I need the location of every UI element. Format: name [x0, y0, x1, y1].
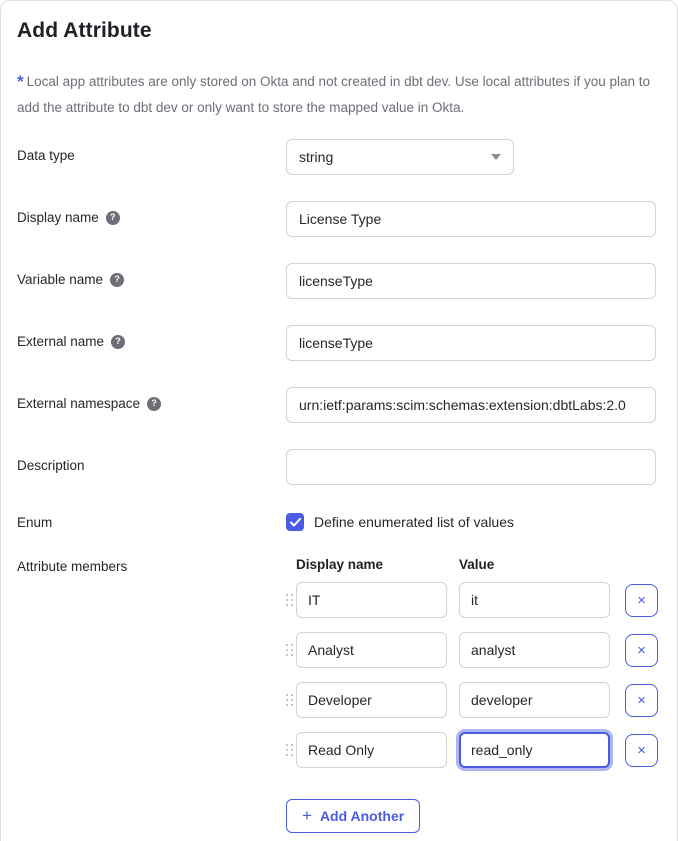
data-type-label-col	[17, 139, 286, 163]
enum-checkbox[interactable]	[286, 513, 304, 531]
add-attribute-form	[17, 139, 661, 833]
drag-handle-icon[interactable]	[286, 644, 296, 656]
remove-member-button[interactable]: ×	[625, 684, 658, 717]
external-namespace-label: External namespace	[17, 396, 141, 411]
member-row	[286, 682, 661, 718]
data-type-selected-value: string	[299, 149, 334, 165]
member-display-name-input[interactable]	[296, 632, 447, 668]
description-label-col	[17, 449, 286, 473]
display-name-row	[17, 201, 661, 237]
member-value-input-focused[interactable]	[459, 732, 610, 768]
member-row	[286, 632, 661, 668]
enum-checkbox-label: Define enumerated list of values	[314, 514, 514, 530]
asterisk-icon: *	[17, 72, 24, 91]
chevron-down-icon	[491, 154, 501, 160]
data-type-row	[17, 139, 661, 175]
data-type-label: Data type	[17, 148, 75, 163]
member-value-input[interactable]	[459, 682, 610, 718]
add-another-button[interactable]	[286, 799, 420, 833]
member-row	[286, 582, 661, 618]
plus-icon: +	[302, 806, 312, 825]
display-name-column-header: Display name	[296, 557, 384, 572]
variable-name-row	[17, 263, 661, 299]
local-attribute-note	[17, 69, 657, 121]
external-name-input[interactable]	[286, 325, 656, 361]
display-name-label-col	[17, 201, 286, 225]
remove-member-button[interactable]: ×	[625, 734, 658, 767]
member-display-name-input[interactable]	[296, 682, 447, 718]
members-header	[286, 557, 661, 572]
remove-member-button[interactable]: ×	[625, 584, 658, 617]
enum-checkbox-wrap	[286, 513, 514, 531]
drag-handle-icon[interactable]	[286, 744, 296, 756]
note-text: Local app attributes are only stored on Okta and not created in dbt dev. Use local attributes if you plan to add the attribute to dbt dev or only want to store the mapped value in Okta.	[17, 74, 650, 115]
description-label: Description	[17, 458, 85, 473]
member-row	[286, 732, 661, 768]
remove-member-button[interactable]: ×	[625, 634, 658, 667]
page-title: Add Attribute	[17, 19, 152, 42]
help-icon[interactable]: ?	[111, 335, 125, 349]
variable-name-label: Variable name	[17, 272, 104, 287]
external-name-label-col	[17, 325, 286, 349]
variable-name-input[interactable]	[286, 263, 656, 299]
attribute-members-table	[286, 557, 661, 833]
drag-handle-icon[interactable]	[286, 594, 296, 606]
member-value-input[interactable]	[459, 632, 610, 668]
external-namespace-label-col	[17, 387, 286, 411]
attribute-members-label: Attribute members	[17, 559, 128, 574]
value-column-header: Value	[459, 557, 495, 572]
drag-handle-icon[interactable]	[286, 694, 296, 706]
enum-label: Enum	[17, 515, 53, 530]
display-name-input[interactable]	[286, 201, 656, 237]
attribute-members-row	[17, 557, 661, 833]
data-type-select[interactable]	[286, 139, 514, 175]
external-namespace-row	[17, 387, 661, 423]
description-input[interactable]	[286, 449, 656, 485]
variable-name-label-col	[17, 263, 286, 287]
help-icon[interactable]: ?	[106, 211, 120, 225]
member-display-name-input[interactable]	[296, 732, 447, 768]
member-display-name-input[interactable]	[296, 582, 447, 618]
external-name-label: External name	[17, 334, 105, 349]
enum-row	[17, 513, 661, 531]
help-icon[interactable]: ?	[147, 397, 161, 411]
member-value-input[interactable]	[459, 582, 610, 618]
display-name-label: Display name	[17, 210, 99, 225]
attribute-members-label-col	[17, 557, 286, 574]
help-icon[interactable]: ?	[110, 273, 124, 287]
external-namespace-input[interactable]	[286, 387, 656, 423]
description-row	[17, 449, 661, 485]
add-another-label: Add Another	[319, 808, 405, 824]
external-name-row	[17, 325, 661, 361]
checkmark-icon	[290, 518, 301, 527]
enum-label-col	[17, 513, 286, 530]
